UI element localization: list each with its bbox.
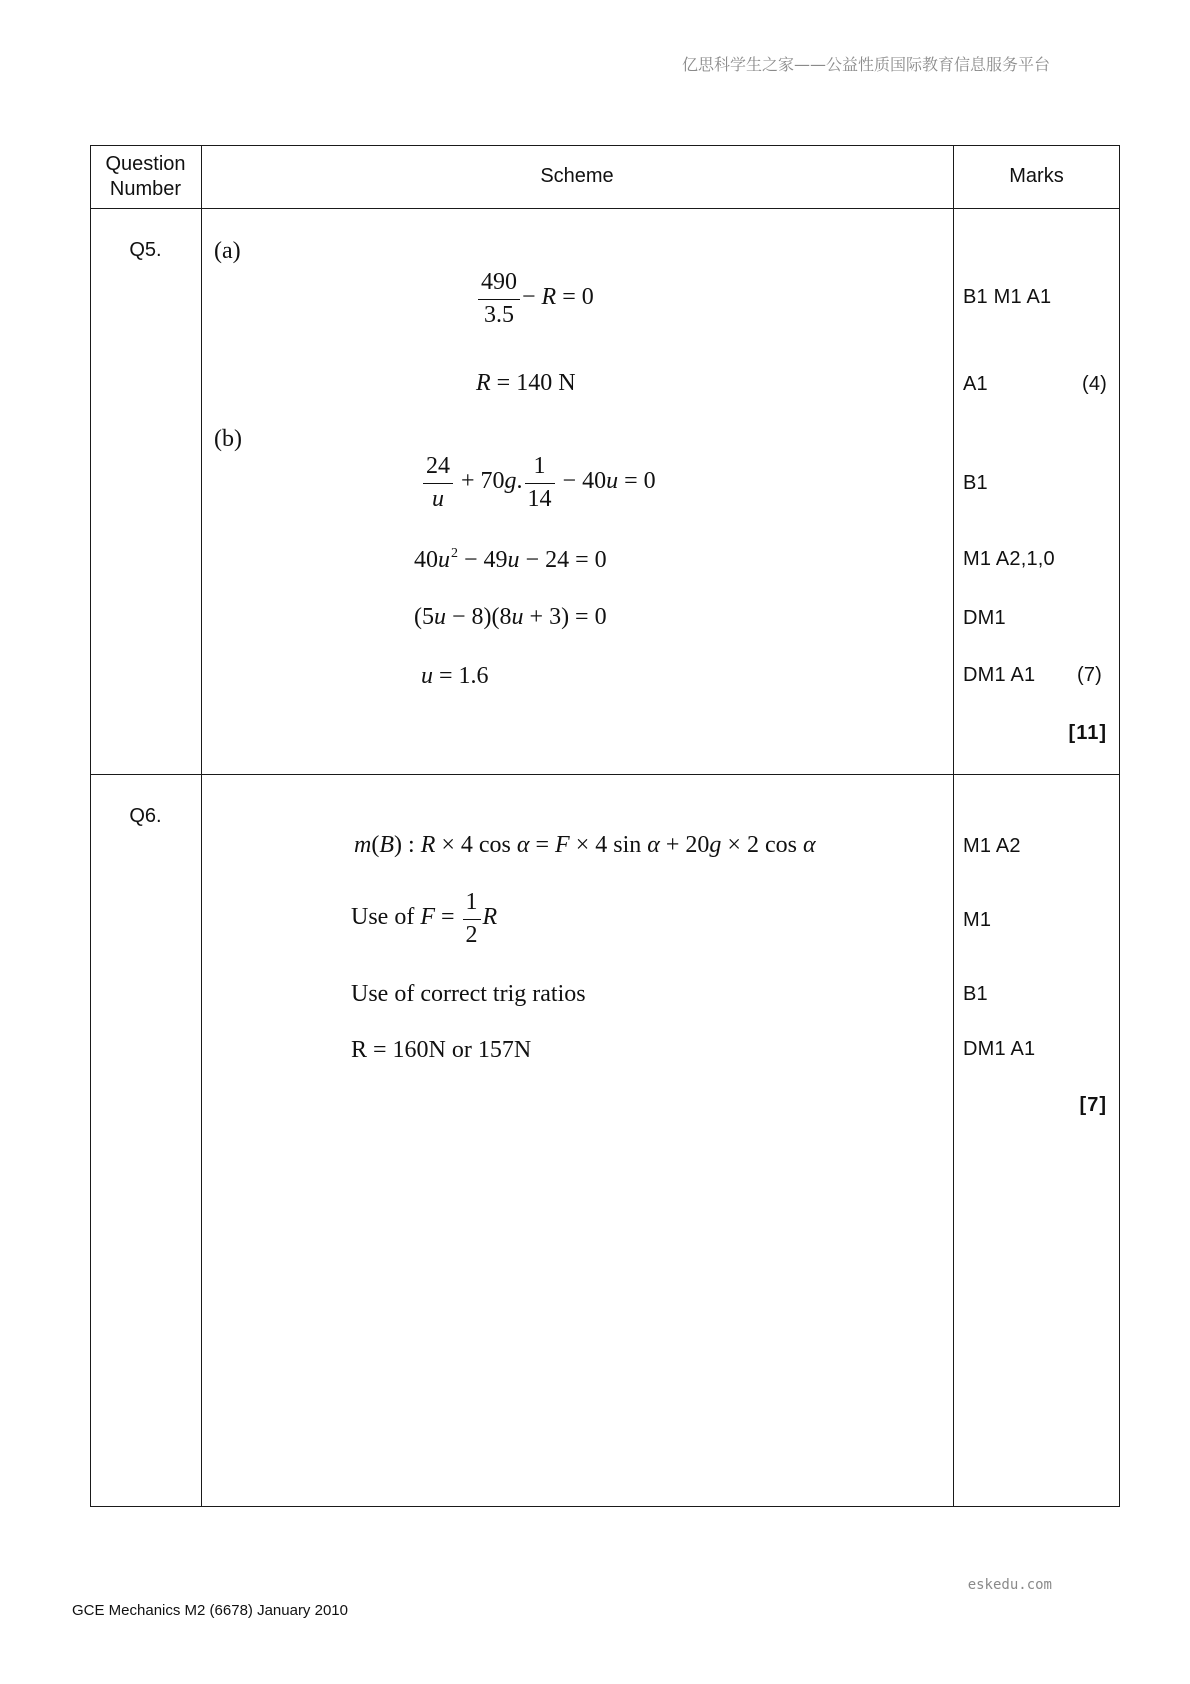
term: = [435, 904, 461, 931]
term: − 24 = 0 [519, 546, 607, 573]
term: − 40 [556, 468, 607, 495]
header-question-line2: Number [109, 177, 182, 200]
term: . [516, 468, 523, 495]
term: + 70 [455, 468, 505, 495]
column-divider-question [201, 145, 202, 1507]
term: − 49 [458, 546, 508, 573]
variable: α [516, 831, 530, 858]
equation-rest: = 140 N [490, 369, 576, 396]
variable: F [420, 904, 435, 931]
q6-step2-equation [351, 879, 497, 959]
footer-site-watermark: eskedu.com [967, 1577, 1052, 1593]
variable: g [709, 831, 722, 858]
fraction-denominator: 3.5 [478, 299, 520, 331]
variable: R [541, 284, 557, 311]
q5-number: Q5. [129, 238, 162, 261]
term: (5 [414, 603, 434, 630]
q6-total: [7] [1079, 1094, 1107, 1116]
variable: m [354, 831, 372, 858]
q5b-step4-marks: DM1 A1 [963, 664, 1036, 686]
variable: R [420, 831, 436, 858]
q5b-subtotal: (7) [1076, 664, 1102, 686]
term: = 1.6 [433, 662, 489, 689]
q5-part-b-label: (b) [214, 425, 242, 452]
fraction-denominator: 14 [525, 483, 555, 515]
variable: B [379, 831, 395, 858]
q6-step2-marks: M1 [963, 909, 992, 931]
header-watermark: 亿思科学生之家——公益性质国际教育信息服务平台 [681, 55, 1050, 74]
variable: F [555, 831, 570, 858]
variable: u [606, 468, 619, 495]
q5a-step1-equation [476, 259, 594, 339]
q6-number: Q6. [129, 804, 162, 827]
q5a-subtotal: (4) [1081, 373, 1107, 395]
term: − 8)(8 [446, 603, 512, 630]
q6-step4-text: R = 160N or 157N [351, 1036, 532, 1063]
q5b-step3-marks: DM1 [963, 607, 1006, 629]
q6-step4-marks: DM1 A1 [963, 1038, 1036, 1060]
q5-total: [11] [1068, 722, 1107, 744]
column-divider-marks [953, 145, 954, 1507]
term: = 0 [618, 468, 656, 495]
header-scheme-label: Scheme [540, 165, 614, 187]
q5b-fraction-24-over-u [423, 451, 453, 514]
header-scheme [201, 145, 953, 208]
header-question-number [90, 145, 201, 208]
q5b-step2-marks: M1 A2,1,0 [963, 548, 1055, 570]
variable: u [438, 546, 450, 573]
q5b-step1-equation [421, 443, 656, 523]
variable: u [511, 603, 524, 630]
q6-step1-equation [354, 805, 816, 885]
term: ) : [394, 831, 421, 858]
variable: u [507, 546, 520, 573]
q5-row-divider [90, 774, 1120, 775]
variable: R [476, 369, 491, 396]
term: × 4 cos [435, 831, 517, 858]
fraction-denominator: u [423, 483, 453, 515]
q6-step3-text: Use of correct trig ratios [351, 980, 586, 1007]
table-border-bottom [90, 1506, 1120, 1507]
q5b-step4-equation [421, 636, 489, 716]
operator: − [522, 284, 542, 311]
term: Use of [351, 904, 421, 931]
term: × 4 sin [569, 831, 648, 858]
variable: α [802, 831, 816, 858]
fraction-numerator: 490 [481, 269, 517, 296]
term: + 20 [659, 831, 710, 858]
header-marks-label: Marks [1009, 165, 1064, 187]
term: = [529, 831, 556, 858]
q6-step1-marks: M1 A2 [963, 835, 1021, 857]
term: 40 [414, 546, 438, 573]
q5b-step1-marks: B1 [963, 472, 988, 494]
q5b-fraction-1-over-14 [525, 451, 555, 514]
q5-part-a-label: (a) [214, 237, 241, 264]
q6-fraction-1-over-2 [463, 887, 481, 950]
term: + 3) = 0 [523, 603, 607, 630]
q5a-fraction [478, 267, 520, 330]
term: ( [371, 831, 380, 858]
header-row-divider [90, 208, 1120, 209]
table-border-right [1119, 145, 1120, 1507]
footer-document-title: GCE Mechanics M2 (6678) January 2010 [72, 1602, 348, 1619]
variable: u [434, 603, 446, 630]
q6-step3-marks: B1 [963, 983, 988, 1005]
q5a-step2-marks: A1 [963, 373, 988, 395]
fraction-numerator: 1 [465, 889, 478, 916]
header-question-line1: Question [105, 152, 186, 175]
exponent: 2 [451, 545, 458, 561]
q5a-step2-equation [476, 343, 576, 423]
fraction-numerator: 24 [426, 453, 450, 480]
fraction-numerator: 1 [533, 453, 546, 480]
q5a-step1-marks: B1 M1 A1 [963, 286, 1052, 308]
variable: u [421, 662, 433, 689]
variable: R [482, 904, 498, 931]
fraction-denominator: 2 [463, 919, 481, 951]
term: × 2 cos [721, 831, 803, 858]
variable: α [647, 831, 660, 858]
header-marks [953, 145, 1120, 208]
equation-rest: = 0 [556, 284, 594, 311]
variable: g [504, 468, 517, 495]
